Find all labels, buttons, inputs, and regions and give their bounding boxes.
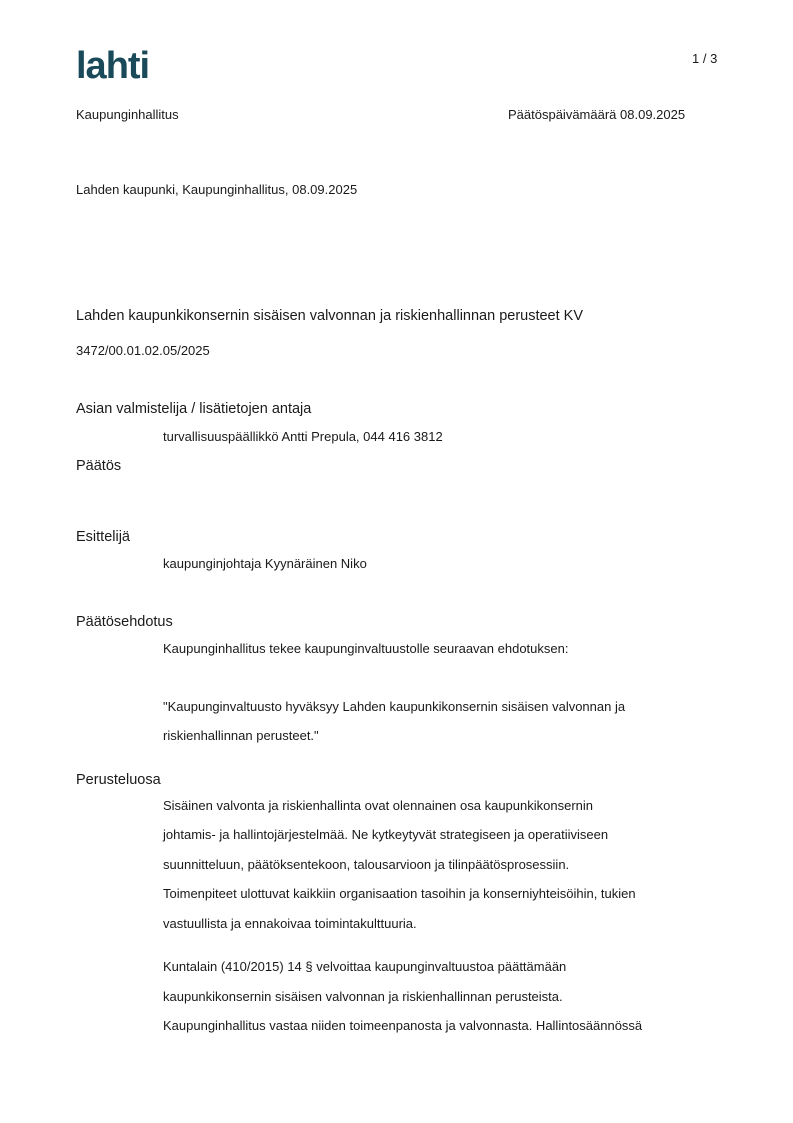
rationale-line: Sisäinen valvonta ja riskienhallinta ovat olennainen osa kaupunkikonsernin xyxy=(163,798,594,813)
document-title: Lahden kaupunkikonsernin sisäisen valvonnan ja riskienhallinnan perusteet KV xyxy=(76,308,584,324)
document-title-diary-number: 3472/00.01.02.05/2025 xyxy=(76,343,210,358)
rationale-line: johtamis- ja hallintojärjestelmää. Ne kytkeytyvät strategiseen ja operatiiviseen xyxy=(163,827,609,842)
decision-date: Päätöspäivämäärä 08.09.2025 xyxy=(508,107,686,122)
preparer-value: turvallisuuspäällikkö Antti Prepula, 044 416 3812 xyxy=(163,429,443,444)
preparer-heading: Asian valmistelija / lisätietojen antaja xyxy=(76,401,312,417)
rationale-line: kaupunkikonsernin sisäisen valvonnan ja riskienhallinnan perusteista. xyxy=(163,989,563,1004)
issuing-body: Kaupunginhallitus xyxy=(76,107,179,122)
rationale-line: Kuntalain (410/2015) 14 § velvoittaa kaupunginvaltuustoa päättämään xyxy=(163,959,567,974)
presenter-value: kaupunginjohtaja Kyynäräinen Niko xyxy=(163,556,367,571)
rationale-heading: Perusteluosa xyxy=(76,772,161,788)
proposal-line: "Kaupunginvaltuusto hyväksyy Lahden kaupunkikonsernin sisäisen valvonnan ja xyxy=(163,699,626,714)
rationale-line: vastuullista ja ennakoivaa toimintakulttuuria. xyxy=(163,916,417,931)
decision-heading: Päätös xyxy=(76,458,122,474)
page-number: 1 / 3 xyxy=(692,51,718,66)
lahti-logo-wordmark xyxy=(76,47,168,81)
rationale-line: suunnitteluun, päätöksentekoon, talousarvioon ja tilinpäätösprosessiin. xyxy=(163,857,570,872)
svg-text:lahti: lahti xyxy=(76,47,150,81)
proposal-line: riskienhallinnan perusteet." xyxy=(163,728,319,743)
proposal-heading: Päätösehdotus xyxy=(76,614,173,630)
rationale-line: Kaupunginhallitus vastaa niiden toimeenpanosta ja valvonnasta. Hallintosäännössä xyxy=(163,1018,643,1033)
presenter-heading: Esittelijä xyxy=(76,529,130,545)
proposal-line: Kaupunginhallitus tekee kaupunginvaltuustolle seuraavan ehdotuksen: xyxy=(163,641,569,656)
meta-line: Lahden kaupunki, Kaupunginhallitus, 08.09.2025 xyxy=(76,182,358,197)
rationale-line: Toimenpiteet ulottuvat kaikkiin organisaation tasoihin ja konserniyhteisöihin, tukien xyxy=(163,886,636,901)
lahti-logo xyxy=(76,47,168,81)
